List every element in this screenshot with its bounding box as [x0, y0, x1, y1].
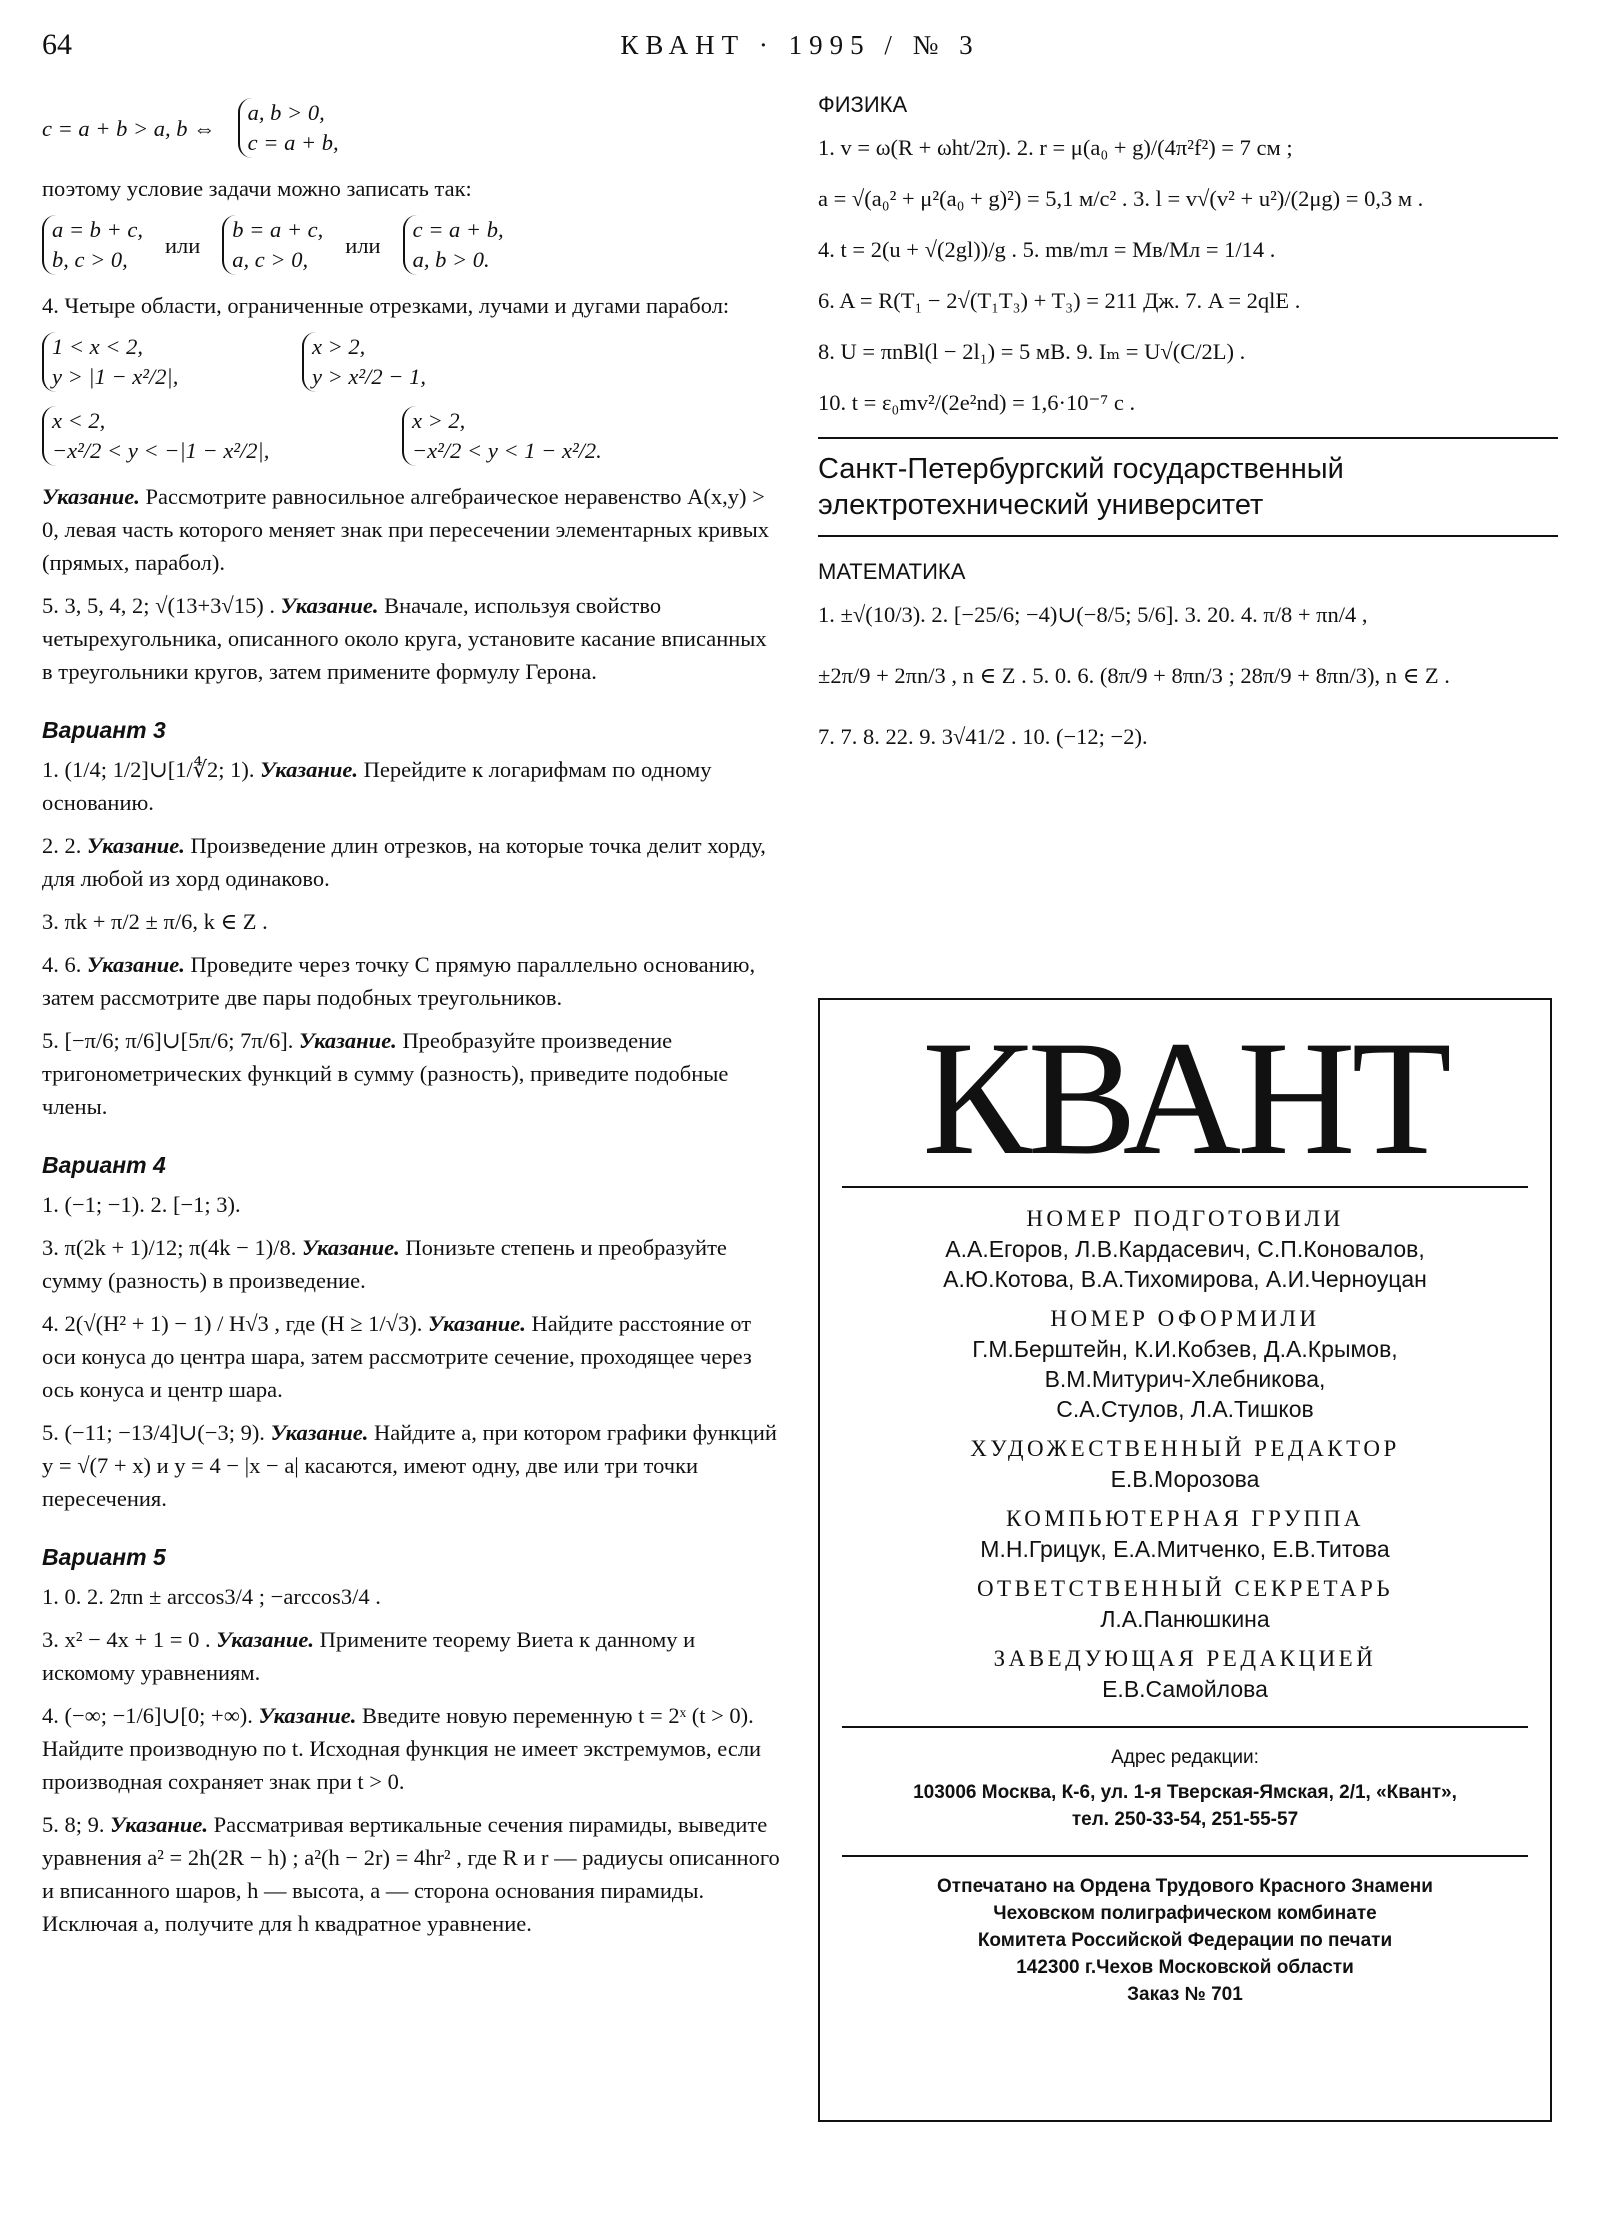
answer: 2. 2. [42, 833, 82, 858]
math-line: 7. 7. 8. 22. 9. 3√41/2 . 10. (−12; −2). [818, 724, 1148, 749]
credit-role: ХУДОЖЕСТВЕННЫЙ РЕДАКТОР [970, 1436, 1400, 1461]
answer: 4. (−∞; −1/6]∪[0; +∞). [42, 1703, 253, 1728]
hint-text: Примените теорему Виета к данному и искомому уравнениям. [42, 1627, 696, 1685]
credit-names: А.Ю.Котова, В.А.Тихомирова, А.И.Черноуцан [943, 1266, 1427, 1292]
answer: 1. (−1; −1). 2. [−1; 3). [42, 1192, 241, 1217]
system-line: 1 < x < 2, [52, 334, 143, 359]
credit-role: НОМЕР ПОДГОТОВИЛИ [1026, 1206, 1344, 1231]
system-line: a, c > 0, [232, 247, 309, 272]
system-line: a = b + c, [52, 217, 143, 242]
hint-label: Указание. [42, 484, 140, 509]
answer-item [42, 1699, 782, 1798]
system-line: b, c > 0, [52, 247, 128, 272]
university-name [818, 449, 1558, 525]
hint-label: Указание. [87, 833, 185, 858]
intro-text: поэтому условие задачи можно записать так: [42, 176, 472, 201]
credit-names: Е.В.Самойлова [1102, 1676, 1268, 1702]
hint-label: Указание. [280, 593, 379, 618]
math-title: МАТЕМАТИКА [818, 559, 966, 584]
credit-names: В.М.Митурич-Хлебникова, [1044, 1366, 1326, 1392]
answer: 5. (−11; −13/4]∪(−3; 9). [42, 1420, 265, 1445]
variant-3-list [42, 753, 782, 1123]
answer-item [42, 1231, 782, 1297]
credit-role: ЗАВЕДУЮЩАЯ РЕДАКЦИЕЙ [993, 1646, 1377, 1671]
system-line: x > 2, [412, 408, 466, 433]
hint-text: Произведение длин отрезков, на которые точка делит хорду, для любой из хорд одинаково. [42, 833, 766, 891]
credit-names: Е.В.Морозова [1110, 1466, 1260, 1492]
answer-item [42, 1623, 782, 1689]
answer-item [42, 753, 782, 819]
system-line: a, b > 0, [247, 100, 325, 125]
physics-line: 1. v = ω(R + ωht/2π). 2. r = μ(a₀ + g)/(4π²f²) = 7 см ; [818, 135, 1293, 160]
credit-names: М.Н.Грицук, Е.А.Митченко, Е.В.Титова [980, 1536, 1390, 1562]
credit-names: Л.А.Панюшкина [1100, 1606, 1270, 1632]
credits-list [820, 1204, 1550, 1704]
hint-text: Вначале, используя свойство четырехугольника, описанного около круга, установите касание вписанных в треугольники кругов, затем примените формулу Герона. [42, 593, 767, 684]
or-word: или [345, 232, 381, 258]
hint-text: Перейдите к логарифмам по одному основанию. [42, 757, 712, 815]
answer-item [42, 1024, 782, 1123]
answer-item [42, 1416, 782, 1515]
system-line: x < 2, [52, 408, 106, 433]
university-line: электротехнический университет [818, 489, 1264, 521]
system-b [222, 215, 323, 275]
answer: 1. (1/4; 1/2]∪[1/∜2; 1). [42, 757, 255, 782]
answer: 5. 3, 5, 4, 2; √(13+3√15) . [42, 593, 275, 618]
answer: 3. x² − 4x + 1 = 0 . [42, 1627, 211, 1652]
system-line: y > |1 − x²/2|, [52, 364, 179, 389]
system-line: x > 2, [312, 334, 366, 359]
credit-names: А.А.Егоров, Л.В.Кардасевич, С.П.Коновалов, [945, 1236, 1425, 1262]
answer: 3. πk + π/2 ± π/6, k ∈ Z . [42, 909, 268, 934]
hint-label: Указание. [216, 1627, 315, 1652]
variant-3-title: Вариант 3 [42, 717, 166, 743]
system-line: −x²/2 < y < 1 − x²/2. [412, 438, 602, 463]
answer-item [42, 948, 782, 1014]
hint-label: Указание. [258, 1703, 357, 1728]
answer-item [42, 1808, 782, 1940]
answer-item [42, 1580, 782, 1613]
physics-line: 8. U = πnBl(l − 2l₁) = 5 мВ. 9. Iₘ = U√(C/2L) . [818, 339, 1246, 364]
hint-label: Указание. [260, 757, 359, 782]
credit-names: Г.М.Берштейн, К.И.Кобзев, Д.А.Крымов, [972, 1336, 1398, 1362]
hint-label: Указание. [298, 1028, 397, 1053]
system-a [42, 215, 143, 275]
regions-row-1 [42, 332, 782, 392]
problem-5 [42, 589, 782, 688]
address-line: 103006 Москва, К-6, ул. 1-я Тверская-Ямская, 2/1, «Квант», [913, 1782, 1457, 1803]
credit-role: КОМПЬЮТЕРНАЯ ГРУППА [1005, 1506, 1365, 1531]
printer-line: 142300 г.Чехов Московской области [1016, 1957, 1354, 1978]
regions-row-2 [42, 406, 782, 466]
journal-header: КВАНТ · 1995 / № 3 [620, 30, 980, 60]
answer: 5. [−π/6; π/6]∪[5π/6; 7π/6]. [42, 1028, 294, 1053]
hint-text: Найдите a, при котором графики функций y = √(7 + x) и y = 4 − |x − a| касаются, имеют одну, две или три точки пересечения. [42, 1420, 777, 1511]
intro-system [238, 98, 339, 158]
answer-item [42, 1188, 782, 1221]
system-c [403, 215, 504, 275]
intro-formula-row [42, 98, 782, 158]
system-line: a, b > 0. [412, 247, 490, 272]
system-line: y > x²/2 − 1, [312, 364, 426, 389]
hint-text: Понизьте степень и преобразуйте сумму (разность) в произведение. [42, 1235, 727, 1293]
answer: 1. 0. 2. 2πn ± arccos3/4 ; −arccos3/4 . [42, 1584, 381, 1609]
region-4 [402, 406, 602, 466]
hint-text: Проведите через точку C прямую параллельно основанию, затем рассмотрите две пары подобных треугольников. [42, 952, 756, 1010]
system-line: c = a + b, [412, 217, 504, 242]
physics-line: 6. A = R(T₁ − 2√(T₁T₃) + T₃) = 211 Дж. 7. A = 2qlE . [818, 288, 1301, 313]
system-line: c = a + b, [247, 130, 339, 155]
hint-text: Найдите расстояние от оси конуса до центра шара, затем рассмотрите сечение, проходящее через ось конуса и центр шара. [42, 1311, 752, 1402]
variant-5-list [42, 1580, 782, 1940]
divider [842, 1855, 1528, 1857]
hint-text: Рассмотрите равносильное алгебраическое неравенство A(x,y) > 0, левая часть которого меняет знак при пересечении элементарных кривых (прямых, парабол). [42, 484, 769, 575]
address-line: тел. 250-33-54, 251-55-57 [1071, 1809, 1299, 1830]
physics-title: ФИЗИКА [818, 92, 908, 117]
math-line: 1. ±√(10/3). 2. [−25/6; −4)∪(−8/5; 5/6]. 3. 20. 4. π/8 + πn/4 , [818, 602, 1368, 627]
or-word: или [164, 232, 201, 258]
hint-label: Указание. [87, 952, 185, 977]
answer-item [42, 829, 782, 895]
hint-label: Указание. [428, 1311, 526, 1336]
credit-names: С.А.Стулов, Л.А.Тишков [1056, 1396, 1314, 1422]
university-line: Санкт-Петербургский государственный [818, 453, 1344, 485]
kvant-logo: КВАНТ [922, 1008, 1448, 1189]
system-line: b = a + c, [232, 217, 324, 242]
math-line: ±2π/9 + 2πn/3 , n ∈ Z . 5. 0. 6. (8π/9 + 8πn/3 ; 28π/9 + 8πn/3), n ∈ Z . [818, 663, 1450, 688]
credit-role: НОМЕР ОФОРМИЛИ [1050, 1306, 1320, 1331]
variant-4-list [42, 1188, 782, 1515]
physics-line: 4. t = 2(u + √(2gl))/g . 5. mв/mл = Mв/Mл = 1/14 . [818, 237, 1276, 262]
hint-label: Указание. [270, 1420, 369, 1445]
printer-line: Заказ № 701 [1127, 1984, 1243, 2005]
printer-line: Отпечатано на Ордена Трудового Красного Знамени [937, 1876, 1433, 1897]
system-line: −x²/2 < y < −|1 − x²/2|, [52, 438, 270, 463]
hint-label: Указание. [301, 1235, 400, 1260]
intro-formula: c = a + b > a, b ⇔ [42, 115, 216, 141]
hint-4 [42, 480, 782, 579]
left-column [42, 92, 782, 1950]
region-1 [42, 332, 232, 392]
answer-item [42, 1307, 782, 1406]
physics-line: 10. t = ε₀mv²/(2e²nd) = 1,6·10⁻⁷ с . [818, 390, 1136, 415]
credit-role: ОТВЕТСТВЕННЫЙ СЕКРЕТАРЬ [976, 1576, 1394, 1601]
answer-item [42, 905, 782, 938]
divider [842, 1726, 1528, 1728]
physics-line: a = √(a₀² + μ²(a₀ + g)²) = 5,1 м/с² . 3. l = v√(v² + u²)/(2μg) = 0,3 м . [818, 186, 1424, 211]
region-3 [42, 406, 362, 466]
hint-text: Рассматривая вертикальные сечения пирамиды, выведите уравнения a² = 2h(2R − h) ; a²(h − 2r) = 4hr² , где R и r — радиусы описанного и вписанного шаров, h — высота, a — сторона основания пирамиды. Исключая a, получите для h квадратное уравнение. [42, 1812, 780, 1936]
hint-label: Указание. [110, 1812, 208, 1837]
answer: 3. π(2k + 1)/12; π(4k − 1)/8. [42, 1235, 297, 1260]
problem-4-text: 4. Четыре области, ограниченные отрезками, лучами и дугами парабол: [42, 293, 730, 318]
answer: 4. 6. [42, 952, 82, 977]
variant-5-title: Вариант 5 [42, 1544, 166, 1570]
variant-4-title: Вариант 4 [42, 1152, 166, 1178]
three-systems-row [42, 215, 782, 275]
hint-text: Введите новую переменную t = 2ˣ (t > 0). Найдите производную по t. Исходная функция не имеет экстремумов, если производная сохраняет знак при t > 0. [42, 1703, 762, 1794]
masthead-box [818, 998, 1552, 2122]
printer-line: Чеховском полиграфическом комбинате [993, 1903, 1377, 1924]
answer: 5. 8; 9. [42, 1812, 105, 1837]
divider [818, 437, 1558, 439]
hint-text: Преобразуйте произведение тригонометрических функций в сумму (разность), приведите подобные члены. [42, 1028, 729, 1119]
printer-line: Комитета Российской Федерации по печати [977, 1930, 1393, 1951]
page-number: 64 [42, 28, 72, 61]
answer: 4. 2(√(H² + 1) − 1) / H√3 , где (H ≥ 1/√3). [42, 1311, 423, 1336]
address-title: Адрес редакции: [1111, 1747, 1259, 1768]
right-column [818, 88, 1558, 771]
region-2 [302, 332, 426, 392]
divider [818, 535, 1558, 537]
